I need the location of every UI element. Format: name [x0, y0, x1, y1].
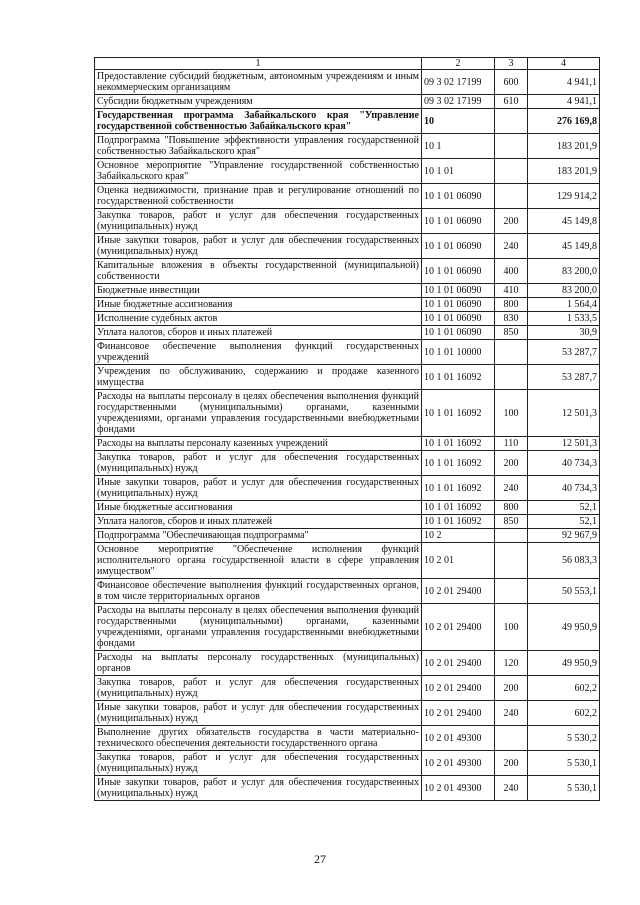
row-name-cell: Иные бюджетные ассигнования — [95, 501, 422, 515]
table-row — [95, 209, 600, 234]
table-row — [95, 476, 600, 501]
row-sum-cell: 53 287,7 — [528, 365, 600, 390]
row-name-cell: Основное мероприятие "Обеспечение исполнения функций исполнительного органа государственной власти в сфере управления имуществом" — [95, 543, 422, 579]
table-row — [95, 340, 600, 365]
row-code-cell: 10 1 01 06090 — [422, 234, 495, 259]
row-expense-type-cell: 850 — [495, 326, 528, 340]
table-row — [95, 390, 600, 437]
page-number: 27 — [314, 852, 326, 866]
row-expense-type-cell: 200 — [495, 451, 528, 476]
row-expense-type-cell: 800 — [495, 298, 528, 312]
row-expense-type-cell: 410 — [495, 284, 528, 298]
row-name-cell: Иные закупки товаров, работ и услуг для обеспечения государственных (муниципальных) нужд — [95, 234, 422, 259]
row-name-cell: Государственная программа Забайкальского края "Управление государственной собственностью Забайкальского края" — [95, 109, 422, 134]
table-row — [95, 437, 600, 451]
row-expense-type-cell — [495, 579, 528, 604]
row-expense-type-cell: 200 — [495, 676, 528, 701]
row-sum-cell: 5 530,1 — [528, 776, 600, 801]
row-name-cell: Субсидии бюджетным учреждениям — [95, 95, 422, 109]
row-sum-cell: 50 553,1 — [528, 579, 600, 604]
row-sum-cell: 49 950,9 — [528, 604, 600, 651]
row-name-cell: Выполнение других обязательств государства в части материально-технического обеспечения деятельности государственного органа — [95, 726, 422, 751]
row-name-cell: Капитальные вложения в объекты государственной (муниципальной) собственности — [95, 259, 422, 284]
header-col-2: 2 — [422, 58, 495, 70]
row-name-cell: Иные закупки товаров, работ и услуг для обеспечения государственных (муниципальных) нужд — [95, 476, 422, 501]
table-row — [95, 365, 600, 390]
table-row — [95, 451, 600, 476]
table-row — [95, 726, 600, 751]
row-code-cell: 10 2 01 29400 — [422, 701, 495, 726]
row-expense-type-cell: 400 — [495, 259, 528, 284]
row-sum-cell: 83 200,0 — [528, 284, 600, 298]
row-code-cell: 10 1 01 10000 — [422, 340, 495, 365]
row-sum-cell: 1 564,4 — [528, 298, 600, 312]
row-expense-type-cell — [495, 134, 528, 159]
budget-table — [94, 57, 600, 801]
row-name-cell: Закупка товаров, работ и услуг для обеспечения государственных (муниципальных) нужд — [95, 676, 422, 701]
table-row — [95, 543, 600, 579]
row-name-cell: Иные закупки товаров, работ и услуг для обеспечения государственных (муниципальных) нужд — [95, 701, 422, 726]
row-sum-cell: 12 501,3 — [528, 437, 600, 451]
table-row — [95, 259, 600, 284]
table-row — [95, 298, 600, 312]
row-sum-cell: 4 941,1 — [528, 70, 600, 95]
row-code-cell: 10 1 01 06090 — [422, 284, 495, 298]
row-code-cell: 09 3 02 17199 — [422, 95, 495, 109]
row-name-cell: Иные закупки товаров, работ и услуг для обеспечения государственных (муниципальных) нужд — [95, 776, 422, 801]
row-expense-type-cell: 240 — [495, 776, 528, 801]
row-code-cell: 10 1 01 06090 — [422, 259, 495, 284]
row-name-cell: Закупка товаров, работ и услуг для обеспечения государственных (муниципальных) нужд — [95, 451, 422, 476]
row-name-cell: Финансовое обеспечение выполнения функций государственных учреждений — [95, 340, 422, 365]
row-sum-cell: 92 967,9 — [528, 529, 600, 543]
table-row — [95, 529, 600, 543]
row-code-cell: 10 1 01 06090 — [422, 209, 495, 234]
row-code-cell: 10 1 01 06090 — [422, 184, 495, 209]
table-row — [95, 676, 600, 701]
row-sum-cell: 40 734,3 — [528, 476, 600, 501]
row-code-cell: 10 1 01 16092 — [422, 501, 495, 515]
row-sum-cell: 5 530,1 — [528, 751, 600, 776]
row-name-cell: Предоставление субсидий бюджетным, автономным учреждениям и иным некоммерческим организациям — [95, 70, 422, 95]
row-sum-cell: 40 734,3 — [528, 451, 600, 476]
row-sum-cell: 83 200,0 — [528, 259, 600, 284]
table-row — [95, 184, 600, 209]
row-name-cell: Закупка товаров, работ и услуг для обеспечения государственных (муниципальных) нужд — [95, 209, 422, 234]
table-row — [95, 776, 600, 801]
row-expense-type-cell — [495, 726, 528, 751]
table-header — [95, 58, 600, 70]
row-expense-type-cell: 110 — [495, 437, 528, 451]
table-row — [95, 312, 600, 326]
row-expense-type-cell: 850 — [495, 515, 528, 529]
row-code-cell: 10 1 01 06090 — [422, 312, 495, 326]
row-expense-type-cell — [495, 109, 528, 134]
row-expense-type-cell: 240 — [495, 701, 528, 726]
row-expense-type-cell — [495, 184, 528, 209]
row-code-cell: 10 2 01 49300 — [422, 726, 495, 751]
row-expense-type-cell: 830 — [495, 312, 528, 326]
row-code-cell: 10 1 01 06090 — [422, 326, 495, 340]
table-row — [95, 604, 600, 651]
row-sum-cell: 53 287,7 — [528, 340, 600, 365]
row-code-cell: 10 2 01 29400 — [422, 604, 495, 651]
row-code-cell: 10 1 — [422, 134, 495, 159]
row-expense-type-cell: 200 — [495, 751, 528, 776]
row-name-cell: Расходы на выплаты персоналу в целях обеспечения выполнения функций государственными (муниципальными) органами, казенными учреждениями, органами управления государственными внебюджетными фондами — [95, 390, 422, 437]
row-name-cell: Расходы на выплаты персоналу в целях обеспечения выполнения функций государственными (муниципальными) органами, казенными учреждениями, органами управления государственными внебюджетными фондами — [95, 604, 422, 651]
row-expense-type-cell: 800 — [495, 501, 528, 515]
row-sum-cell: 129 914,2 — [528, 184, 600, 209]
row-expense-type-cell — [495, 529, 528, 543]
table-row — [95, 579, 600, 604]
table-row — [95, 70, 600, 95]
row-code-cell: 10 1 01 16092 — [422, 515, 495, 529]
row-expense-type-cell: 610 — [495, 95, 528, 109]
row-sum-cell: 602,2 — [528, 701, 600, 726]
row-name-cell: Подпрограмма "Обеспечивающая подпрограмма" — [95, 529, 422, 543]
row-sum-cell: 12 501,3 — [528, 390, 600, 437]
table-row — [95, 515, 600, 529]
table-body — [95, 70, 600, 801]
row-code-cell: 10 2 01 49300 — [422, 751, 495, 776]
row-name-cell: Расходы на выплаты персоналу государственных (муниципальных) органов — [95, 651, 422, 676]
row-name-cell: Учреждения по обслуживанию, содержанию и продаже казенного имущества — [95, 365, 422, 390]
table-row — [95, 109, 600, 134]
row-sum-cell: 183 201,9 — [528, 134, 600, 159]
row-code-cell: 10 1 01 16092 — [422, 451, 495, 476]
row-code-cell: 10 1 01 16092 — [422, 390, 495, 437]
table-row — [95, 159, 600, 184]
row-code-cell: 10 2 — [422, 529, 495, 543]
header-col-1: 1 — [95, 58, 422, 70]
row-name-cell: Уплата налогов, сборов и иных платежей — [95, 515, 422, 529]
row-sum-cell: 183 201,9 — [528, 159, 600, 184]
row-code-cell: 10 2 01 29400 — [422, 579, 495, 604]
row-code-cell: 10 2 01 — [422, 543, 495, 579]
row-name-cell: Основное мероприятие "Управление государственной собственностью Забайкальского края" — [95, 159, 422, 184]
row-expense-type-cell: 120 — [495, 651, 528, 676]
row-name-cell: Исполнение судебных актов — [95, 312, 422, 326]
header-col-4: 4 — [528, 58, 600, 70]
row-sum-cell: 45 149,8 — [528, 234, 600, 259]
row-name-cell: Уплата налогов, сборов и иных платежей — [95, 326, 422, 340]
row-sum-cell: 45 149,8 — [528, 209, 600, 234]
row-sum-cell: 56 083,3 — [528, 543, 600, 579]
row-expense-type-cell — [495, 340, 528, 365]
row-name-cell: Расходы на выплаты персоналу казенных учреждений — [95, 437, 422, 451]
row-name-cell: Иные бюджетные ассигнования — [95, 298, 422, 312]
table-row — [95, 326, 600, 340]
table-row — [95, 234, 600, 259]
row-sum-cell: 52,1 — [528, 501, 600, 515]
row-sum-cell: 276 169,8 — [528, 109, 600, 134]
row-expense-type-cell: 200 — [495, 209, 528, 234]
row-code-cell: 10 — [422, 109, 495, 134]
row-expense-type-cell: 240 — [495, 476, 528, 501]
row-code-cell: 10 2 01 29400 — [422, 676, 495, 701]
row-sum-cell: 1 533,5 — [528, 312, 600, 326]
row-expense-type-cell: 240 — [495, 234, 528, 259]
row-name-cell: Закупка товаров, работ и услуг для обеспечения государственных (муниципальных) нужд — [95, 751, 422, 776]
table-row — [95, 651, 600, 676]
table-row — [95, 284, 600, 298]
row-sum-cell: 602,2 — [528, 676, 600, 701]
header-row — [95, 58, 600, 70]
row-expense-type-cell — [495, 159, 528, 184]
row-code-cell: 10 1 01 06090 — [422, 298, 495, 312]
row-name-cell: Оценка недвижимости, признание прав и регулирование отношений по государственной собственности — [95, 184, 422, 209]
row-sum-cell: 30,9 — [528, 326, 600, 340]
row-expense-type-cell — [495, 365, 528, 390]
row-code-cell: 10 1 01 16092 — [422, 437, 495, 451]
row-expense-type-cell — [495, 543, 528, 579]
row-code-cell: 09 3 02 17199 — [422, 70, 495, 95]
row-name-cell: Финансовое обеспечение выполнения функций государственных органов, в том числе территориальных органов — [95, 579, 422, 604]
row-expense-type-cell: 600 — [495, 70, 528, 95]
table-row — [95, 501, 600, 515]
row-expense-type-cell: 100 — [495, 604, 528, 651]
table-row — [95, 95, 600, 109]
header-col-3: 3 — [495, 58, 528, 70]
row-sum-cell: 4 941,1 — [528, 95, 600, 109]
row-name-cell: Бюджетные инвестиции — [95, 284, 422, 298]
row-code-cell: 10 1 01 — [422, 159, 495, 184]
row-sum-cell: 5 530,2 — [528, 726, 600, 751]
row-sum-cell: 49 950,9 — [528, 651, 600, 676]
row-name-cell: Подпрограмма "Повышение эффективности управления государственной собственностью Забайкальского края" — [95, 134, 422, 159]
row-code-cell: 10 2 01 29400 — [422, 651, 495, 676]
row-code-cell: 10 1 01 16092 — [422, 476, 495, 501]
table-row — [95, 751, 600, 776]
row-code-cell: 10 1 01 16092 — [422, 365, 495, 390]
table-row — [95, 134, 600, 159]
row-code-cell: 10 2 01 49300 — [422, 776, 495, 801]
row-expense-type-cell: 100 — [495, 390, 528, 437]
row-sum-cell: 52,1 — [528, 515, 600, 529]
table-row — [95, 701, 600, 726]
